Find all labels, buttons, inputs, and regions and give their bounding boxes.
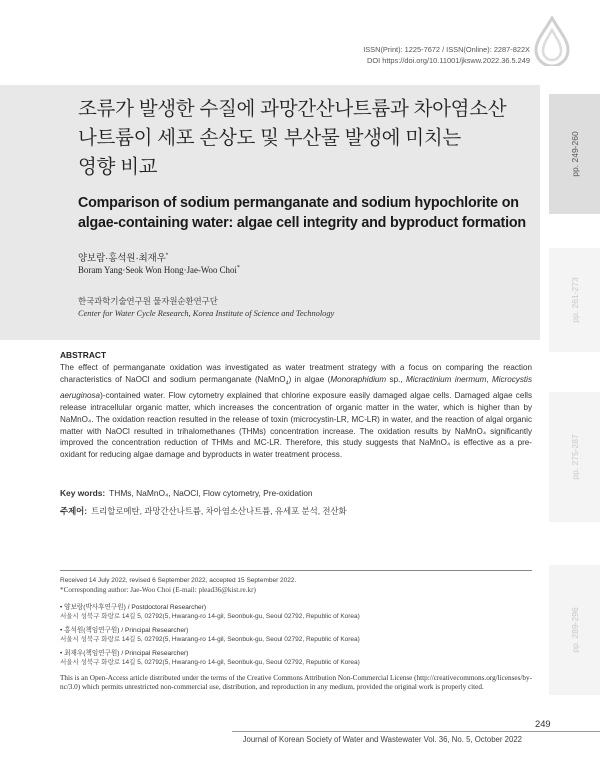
- author-note-title: • 홍석원(책임연구원) / Principal Researcher): [60, 627, 189, 634]
- author-note-address: 서울시 성북구 화랑로 14길 5, 02792(5, Hwarang-ro 14-gil, Seonbuk-gu, Seoul 02792, Republic of Korea): [60, 659, 360, 666]
- keywords-korean-text: 트리할로메탄, 과망간산나트륨, 차아염소산나트륨, 유세포 분석, 전산화: [91, 506, 347, 516]
- journal-logo-icon: [530, 16, 574, 66]
- korean-title-line: 영향 비교: [78, 156, 158, 178]
- page-tab-current[interactable]: [549, 94, 600, 214]
- korean-title-line: 조류가 발생한 수질에 과망간산나트륨과 차아염소산: [78, 98, 507, 120]
- author-note: [60, 649, 532, 667]
- author-note-title: • 최재우(책임연구원) / Principal Researcher): [60, 650, 189, 657]
- abstract-heading: ABSTRACT: [60, 350, 107, 360]
- issn-doi-block: [363, 44, 530, 66]
- doi-line: DOI https://doi.org/10.11001/jksww.2022.36.5.249: [367, 56, 530, 65]
- page-tab-label: pp. 275-287: [569, 434, 580, 480]
- authors-english: [78, 265, 240, 275]
- keywords-english: [60, 488, 532, 498]
- footer-divider: [232, 731, 600, 732]
- page-tab[interactable]: [549, 565, 600, 695]
- footnote-divider: [60, 570, 532, 571]
- abstract-body: [60, 362, 532, 461]
- korean-title-line: 나트륨이 세포 손상도 및 부산물 발생에 미치는: [78, 127, 461, 149]
- authors-english-names: Boram Yang·Seok Won Hong·Jae-Woo Choi: [78, 265, 237, 275]
- page-tab[interactable]: [549, 248, 600, 352]
- page-number: 249: [535, 718, 551, 729]
- keywords-korean-label: 주제어:: [60, 506, 88, 516]
- corresponding-author: *Corresponding author: Jae-Woo Choi (E-mail: plead36@kist.re.kr): [60, 586, 256, 594]
- issn-line: ISSN(Print): 1225-7672 / ISSN(Online): 2287-822X: [363, 45, 530, 54]
- affiliation-korean: 한국과학기술연구원 물자원순환연구단: [78, 296, 218, 306]
- abstract-text: ) in algae (: [288, 374, 331, 384]
- page-tab-label: pp. 249-260: [569, 131, 580, 177]
- species-name: Monoraphidium: [330, 374, 387, 384]
- affiliation-english: Center for Water Cycle Research, Korea Institute of Science and Technology: [78, 309, 335, 318]
- corresponding-mark: *: [236, 265, 240, 272]
- species-name: Microcystis aeruginosa: [60, 374, 532, 401]
- keywords-label: Key words:: [60, 488, 106, 498]
- page-tab[interactable]: [549, 392, 600, 522]
- page-tab-label: pp. 261-273: [569, 277, 580, 323]
- author-note-title: • 양보람(박사후연구원) / Postdoctoral Researcher): [60, 604, 207, 611]
- abstract-text: )-contained water. Flow cytometry explained that chlorine exposure easily damaged algae cells. Damaged algae cells release intracellular organic matter, which increases the concentration of organic matter in the water, which is higher than by NaMnO₄. The oxidation reaction resulted in the release of toxin (microcystin-LR, MC-LR) in water, and the reaction of algal organic matter with NaOCl resulted in trihalomethanes (THMs) concentration increase. The oxidation results by NaMnO₄ significantly improved the concentration reduction of THMs and MC-LR. Therefore, this study suggests that NaMnO₄ is effective as a pre-oxidant for reducing algae damage and byproducts in water treatment process.: [60, 391, 532, 460]
- abstract-text: sp.,: [386, 374, 406, 384]
- author-note-address: 서울시 성북구 화랑로 14길 5, 02792(5, Hwarang-ro 14-gil, Seonbuk-gu, Seoul 02792, Republic of Korea): [60, 613, 360, 620]
- corresponding-mark: *: [165, 252, 169, 259]
- authors-korean: [78, 250, 168, 264]
- abstract-text: The effect of permanganate oxidation was investigated as water treatment strategy with a focus on comparing the reaction characteristics of NaOCl and sodium permanganate (NaMnO: [60, 363, 532, 384]
- journal-citation: Journal of Korean Society of Water and Wastewater Vol. 36, No. 5, October 2022: [242, 735, 522, 744]
- english-title: Comparison of sodium permanganate and sodium hypochlorite on algae-containing water: algae cell integrity and byproduct formation: [78, 195, 526, 231]
- author-note: [60, 626, 532, 644]
- page-tab-label: pp. 289-296: [569, 607, 580, 653]
- author-note-address: 서울시 성북구 화랑로 14길 5, 02792(5, Hwarang-ro 14-gil, Seonbuk-gu, Seoul 02792, Republic of Korea): [60, 636, 360, 643]
- species-name: Micractinium inermum: [406, 374, 487, 384]
- korean-title: [78, 95, 533, 182]
- keywords-text: THMs, NaMnO₄, NaOCl, Flow cytometry, Pre-oxidation: [109, 488, 313, 498]
- authors-korean-names: 양보람·홍석원·최재우: [78, 252, 166, 263]
- received-dates: Received 14 July 2022, revised 6 September 2022, accepted 15 September 2022.: [60, 577, 297, 584]
- keywords-korean: [60, 505, 532, 517]
- license-statement: This is an Open-Access article distributed under the terms of the Creative Commons Attribution Non-Commercial License (http://creativecommons.org/licenses/by-nc/3.0) which permits unrestricted non-commercial use, distribution, and reproduction in any medium, provided the original work is properly cited.: [60, 674, 532, 692]
- abstract-subscript: 4: [285, 380, 289, 387]
- author-note: [60, 603, 532, 621]
- abstract-text: ,: [486, 374, 492, 384]
